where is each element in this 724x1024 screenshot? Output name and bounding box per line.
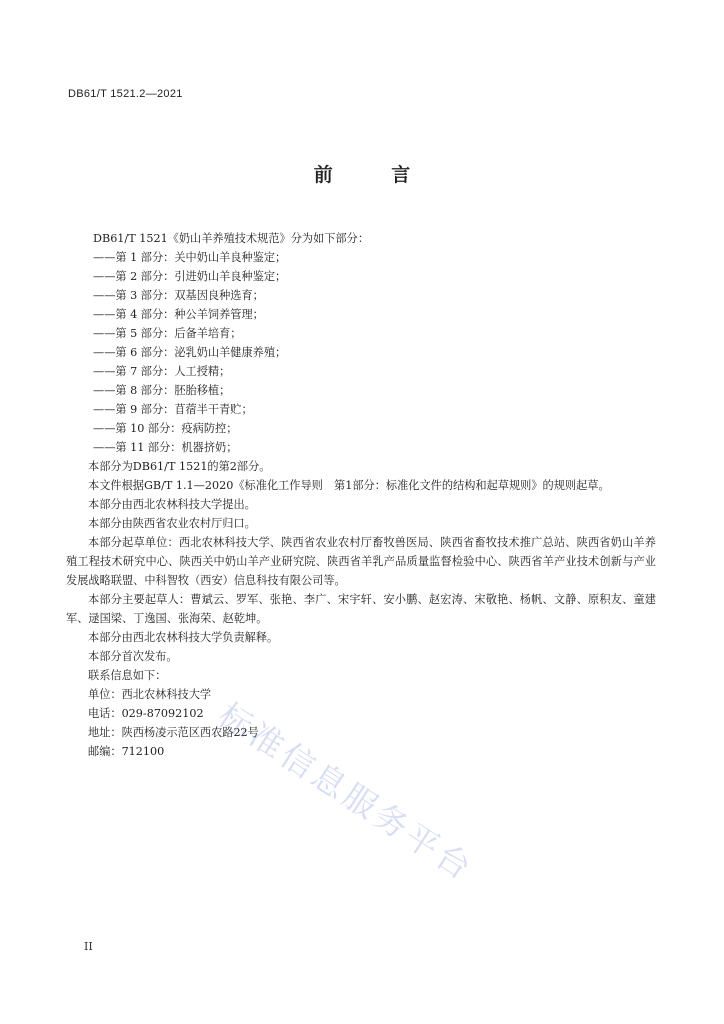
part-item: ——第 5 部分：后备羊培育； xyxy=(93,327,242,340)
part-item: ——第 1 部分：关中奶山羊良种鉴定； xyxy=(93,251,287,264)
part-item: ——第 6 部分：泌乳奶山羊健康养殖； xyxy=(93,346,287,359)
contact-intro: 联系信息如下： xyxy=(88,669,167,682)
interpreted-by-paragraph: 本部分由西北农林科技大学负责解释。 xyxy=(88,631,279,644)
drafting-units-paragraph: 本部分起草单位：西北农林科技大学、陕西省农业农村厅畜牧兽医局、陕西省畜牧技术推广总站、陕西省奶山羊养殖工程技术研究中心、陕西关中奶山羊产业研究院、陕西省羊乳产品质量监督检验中心、陕西省羊产业技术创新与产业发展战略联盟、中科智牧（西安）信息科技有限公司等。 xyxy=(66,536,656,587)
part-item: ——第 10 部分：疫病防控； xyxy=(93,422,238,435)
part-item: ——第 3 部分：双基因良种选育； xyxy=(93,289,264,302)
watermark-text: 标准信息服务平台 xyxy=(211,695,481,889)
part-item: ——第 2 部分：引进奶山羊良种鉴定； xyxy=(93,270,287,283)
first-release-paragraph: 本部分首次发布。 xyxy=(88,650,178,663)
part-item: ——第 7 部分：人工授精； xyxy=(93,365,231,378)
part-item: ——第 8 部分：胚胎移植； xyxy=(93,384,231,397)
drafters-paragraph: 本部分主要起草人：曹斌云、罗军、张艳、李广、宋宇轩、安小鹏、赵宏涛、宋敬艳、杨帆、文静、原积友、童建军、逯国梁、丁逸国、张海荣、赵乾坤。 xyxy=(66,593,656,625)
standard-code: DB61/T 1521.2—2021 xyxy=(68,88,183,100)
document-body xyxy=(66,229,656,761)
page-number: II xyxy=(84,940,93,953)
contact-phone: 电话：029-87092102 xyxy=(88,707,204,720)
drafting-basis-paragraph: 本文件根据GB/T 1.1—2020《标准化工作导则 第1部分：标准化文件的结构和起草规则》的规则起草。 xyxy=(88,479,610,492)
proposed-by-paragraph: 本部分由西北农林科技大学提出。 xyxy=(88,498,256,511)
page-title: 前 言 xyxy=(313,164,437,186)
contact-postcode: 邮编：712100 xyxy=(88,745,165,758)
managed-by-paragraph: 本部分由陕西省农业农村厅归口。 xyxy=(88,517,256,530)
part-item: ——第 4 部分：种公羊饲养管理； xyxy=(93,308,264,321)
contact-unit: 单位：西北农林科技大学 xyxy=(88,688,212,701)
part-item: ——第 9 部分：苜蓿半干青贮； xyxy=(93,403,253,416)
part-of-paragraph: 本部分为DB61/T 1521的第2部分。 xyxy=(88,460,271,473)
parts-intro: DB61/T 1521《奶山羊养殖技术规范》分为如下部分： xyxy=(93,232,370,245)
part-item: ——第 11 部分：机器挤奶； xyxy=(93,441,238,454)
contact-address: 地址：陕西杨凌示范区西农路22号 xyxy=(88,726,259,739)
